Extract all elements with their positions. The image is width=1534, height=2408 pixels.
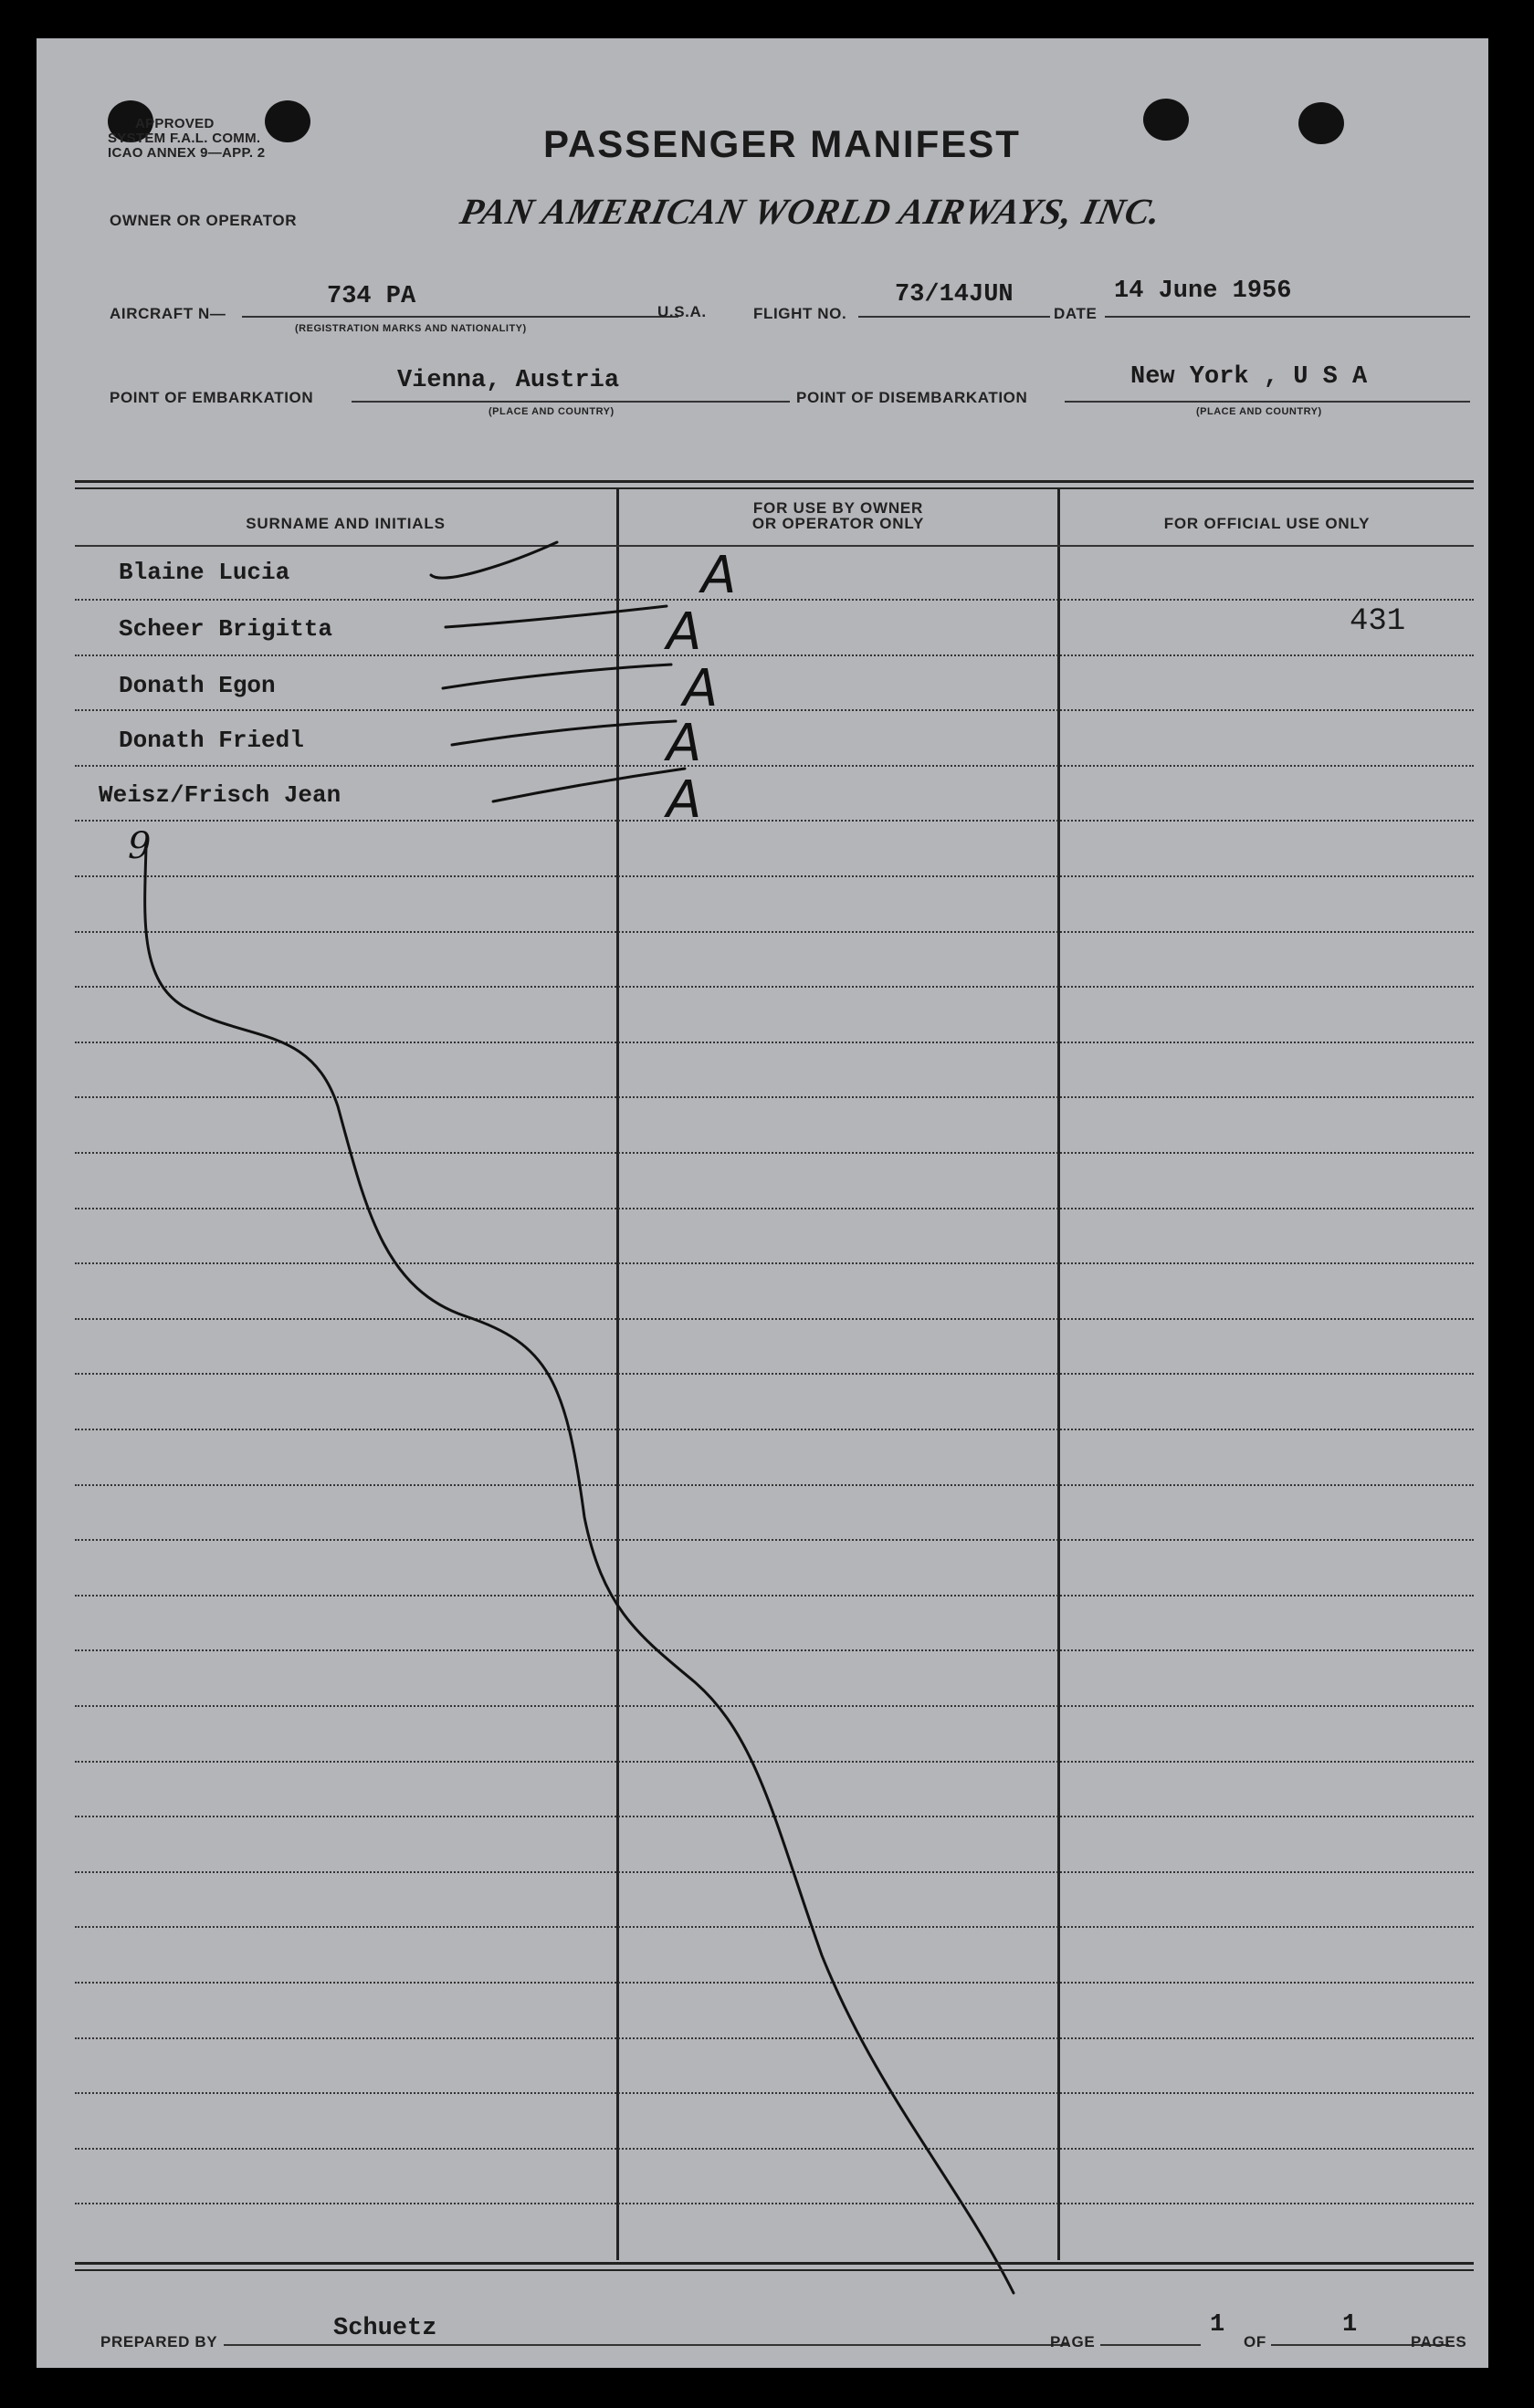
stamp-line-2: SYSTEM F.A.L. COMM. bbox=[108, 131, 261, 146]
page-title: PASSENGER MANIFEST bbox=[543, 122, 1021, 165]
prepared-by-label: PREPARED BY bbox=[100, 2333, 218, 2350]
embarkation-value: Vienna, Austria bbox=[397, 367, 620, 394]
owner-label: OWNER OR OPERATOR bbox=[110, 212, 298, 229]
manifest-sheet bbox=[37, 38, 1488, 2368]
disembarkation-value: New York , U S A bbox=[1130, 363, 1368, 391]
operator-name: PAN AMERICAN WORLD AIRWAYS, INC. bbox=[457, 191, 1166, 232]
aircraft-suffix: U.S.A. bbox=[657, 303, 707, 320]
page-value: 1 bbox=[1210, 2311, 1225, 2339]
passenger-name: Blaine Lucia bbox=[119, 559, 290, 586]
prepared-by-underline bbox=[224, 2344, 1068, 2346]
embarkation-caption: (PLACE AND COUNTRY) bbox=[489, 406, 615, 417]
handwritten-count: 9 bbox=[128, 825, 152, 867]
page-underline bbox=[1100, 2344, 1201, 2346]
date-value: 14 June 1956 bbox=[1114, 277, 1292, 305]
date-label: DATE bbox=[1054, 305, 1098, 322]
passenger-name: Scheer Brigitta bbox=[119, 615, 333, 643]
embarkation-label: POINT OF EMBARKATION bbox=[110, 389, 314, 406]
stamp-line-3: ICAO ANNEX 9—APP. 2 bbox=[108, 145, 266, 161]
operator-mark: A bbox=[667, 770, 702, 830]
disembarkation-label: POINT OF DISEMBARKATION bbox=[796, 389, 1028, 406]
passenger-name: Donath Egon bbox=[119, 672, 276, 699]
of-value: 1 bbox=[1342, 2311, 1358, 2339]
owner-use-header-line-2: OR OPERATOR ONLY bbox=[751, 515, 925, 532]
aircraft-caption: (REGISTRATION MARKS AND NATIONALITY) bbox=[295, 323, 527, 334]
ink-strokes bbox=[37, 38, 1488, 2368]
table-bottom-rule bbox=[75, 2262, 1474, 2265]
flight-value: 73/14JUN bbox=[895, 281, 1014, 309]
passenger-name: Weisz/Frisch Jean bbox=[99, 781, 341, 809]
aircraft-value: 734 PA bbox=[327, 283, 416, 310]
operator-mark: A bbox=[683, 659, 719, 718]
flight-label: FLIGHT NO. bbox=[753, 305, 847, 322]
official-entry: 431 bbox=[1350, 604, 1406, 639]
official-column-header: FOR OFFICIAL USE ONLY bbox=[1163, 515, 1371, 532]
prepared-by-value: Schuetz bbox=[333, 2315, 437, 2342]
owner-use-header-line-1: FOR USE BY OWNER bbox=[752, 499, 924, 517]
of-label: OF bbox=[1244, 2333, 1266, 2350]
passenger-name: Donath Friedl bbox=[119, 727, 304, 754]
disembarkation-caption: (PLACE AND COUNTRY) bbox=[1196, 406, 1322, 417]
page-label: PAGE bbox=[1050, 2333, 1096, 2350]
stamp-line-1: APPROVED bbox=[135, 116, 215, 131]
operator-mark: A bbox=[701, 546, 737, 605]
surname-column-header: SURNAME AND INITIALS bbox=[246, 515, 446, 532]
aircraft-label: AIRCRAFT N— bbox=[110, 305, 226, 322]
operator-mark: A bbox=[667, 602, 702, 662]
pages-label: PAGES bbox=[1411, 2333, 1467, 2350]
operator-mark: A bbox=[667, 714, 702, 773]
table-bottom-rule bbox=[75, 2269, 1474, 2271]
